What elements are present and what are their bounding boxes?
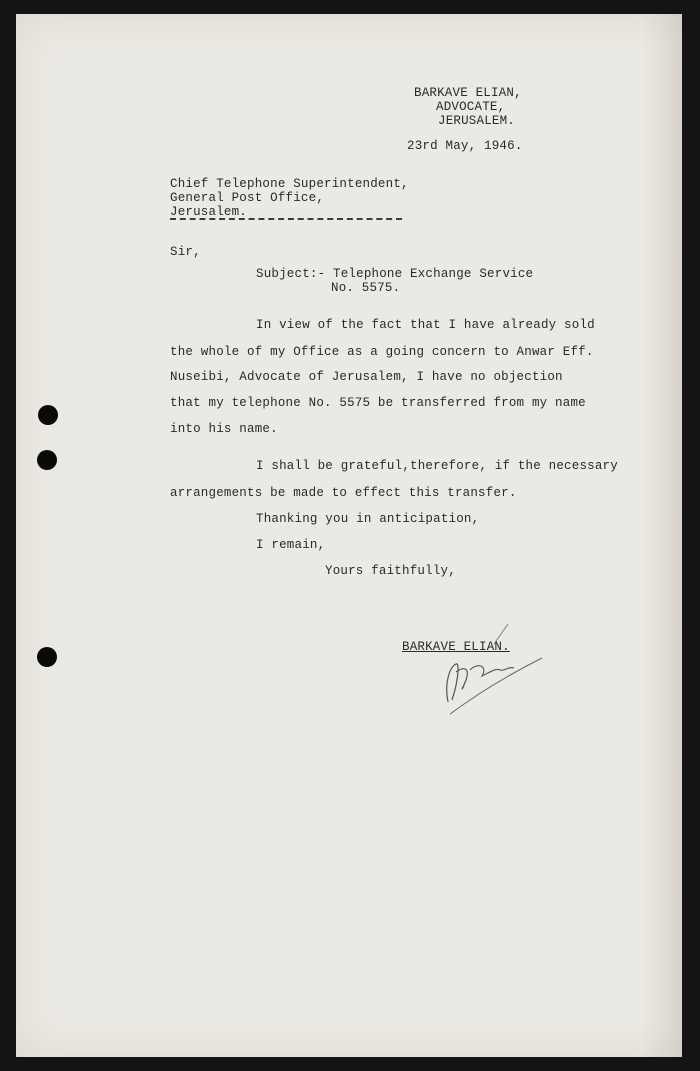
subject-line-2: No. 5575.	[331, 281, 401, 295]
recipient-line-1: Chief Telephone Superintendent,	[170, 177, 409, 191]
salutation: Sir,	[170, 245, 201, 259]
recipient-line-3: Jerusalem.	[170, 205, 248, 219]
thanks-line: Thanking you in anticipation,	[256, 512, 480, 526]
letter-paper	[16, 14, 682, 1057]
body-line: Nuseibi, Advocate of Jerusalem, I have no objection	[170, 370, 563, 384]
letter-date: 23rd May, 1946.	[407, 139, 523, 153]
letterhead-city: JERUSALEM.	[438, 114, 516, 128]
recipient-divider	[170, 218, 402, 220]
letterhead-name: BARKAVE ELIAN,	[414, 86, 522, 100]
punch-hole	[37, 450, 57, 470]
body-line: arrangements be made to effect this transfer.	[170, 486, 517, 500]
subject-line-1: Subject:- Telephone Exchange Service	[256, 267, 534, 281]
closing-line: Yours faithfully,	[325, 564, 456, 578]
punch-hole	[38, 405, 58, 425]
punch-hole	[37, 647, 57, 667]
letterhead-title: ADVOCATE,	[436, 100, 506, 114]
body-line: the whole of my Office as a going concern to Anwar Eff.	[170, 345, 594, 359]
body-line: In view of the fact that I have already sold	[256, 318, 595, 332]
body-line: into his name.	[170, 422, 278, 436]
remain-line: I remain,	[256, 538, 326, 552]
handwritten-signature	[430, 622, 550, 722]
signatory-name: BARKAVE ELIAN.	[402, 640, 510, 654]
recipient-line-2: General Post Office,	[170, 191, 325, 205]
body-line: that my telephone No. 5575 be transferred from my name	[170, 396, 586, 410]
body-line: I shall be grateful,therefore, if the necessary	[256, 459, 618, 473]
